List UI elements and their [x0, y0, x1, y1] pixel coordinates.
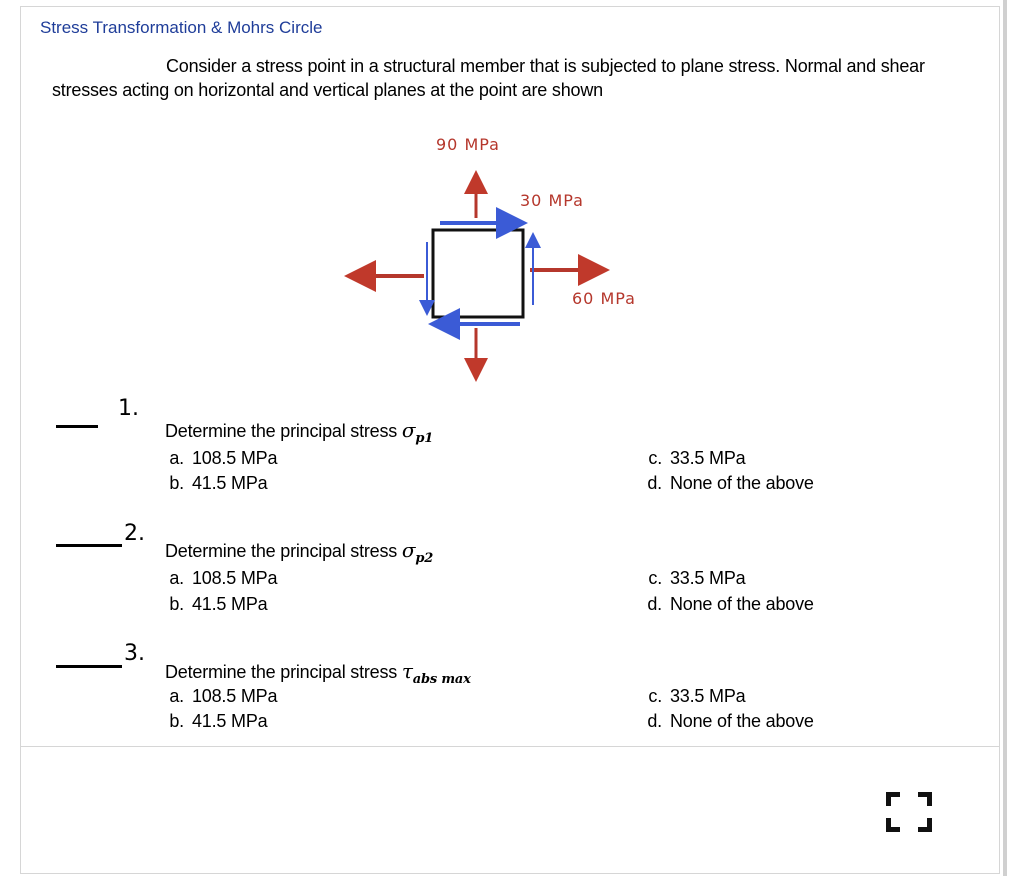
question-number-2: 2.: [124, 521, 145, 546]
option-1b: b. 41.5 MPa: [169, 473, 268, 493]
answer-blank-2: [56, 544, 122, 547]
stress-element-square: [433, 230, 523, 317]
option-2d: d. None of the above: [647, 594, 814, 614]
option-3d: d. None of the above: [647, 711, 814, 731]
fullscreen-expand-icon[interactable]: [886, 792, 932, 832]
option-1d: d. None of the above: [647, 473, 814, 493]
question-prompt-3: Determine the principal stress $\tau_{abs max}$: [165, 659, 471, 687]
stress-element-diagram: [340, 130, 690, 390]
option-2c: c. 33.5 MPa: [648, 568, 746, 588]
option-3c: c. 33.5 MPa: [648, 686, 746, 706]
answer-blank-3: [56, 665, 122, 668]
section-divider: [20, 746, 1000, 747]
label-normal-horizontal: 60 MPa: [572, 289, 636, 308]
problem-statement: Consider a stress point in a structural member that is subjected to plane stress. Normal and shear stresses acting on horizontal and vertical planes at the point are shown: [52, 56, 925, 100]
label-shear: 30 MPa: [520, 191, 584, 210]
document-title: Stress Transformation & Mohrs Circle: [40, 18, 323, 37]
option-1c: c. 33.5 MPa: [648, 448, 746, 468]
answer-blank-1: [56, 425, 98, 428]
question-number-1: 1.: [118, 396, 139, 421]
scrollbar-track[interactable]: [1003, 0, 1007, 876]
option-3b: b. 41.5 MPa: [169, 711, 268, 731]
option-1a: a. 108.5 MPa: [169, 448, 278, 468]
question-prompt-2: Determine the principal stress $\sigma_{p2}$: [165, 538, 434, 566]
option-3a: a. 108.5 MPa: [169, 686, 278, 706]
option-2a: a. 108.5 MPa: [169, 568, 278, 588]
question-prompt-1: Determine the principal stress $\sigma_{p1}$: [165, 418, 434, 446]
option-2b: b. 41.5 MPa: [169, 594, 268, 614]
label-normal-vertical: 90 MPa: [436, 135, 500, 154]
question-number-3: 3.: [124, 641, 145, 666]
